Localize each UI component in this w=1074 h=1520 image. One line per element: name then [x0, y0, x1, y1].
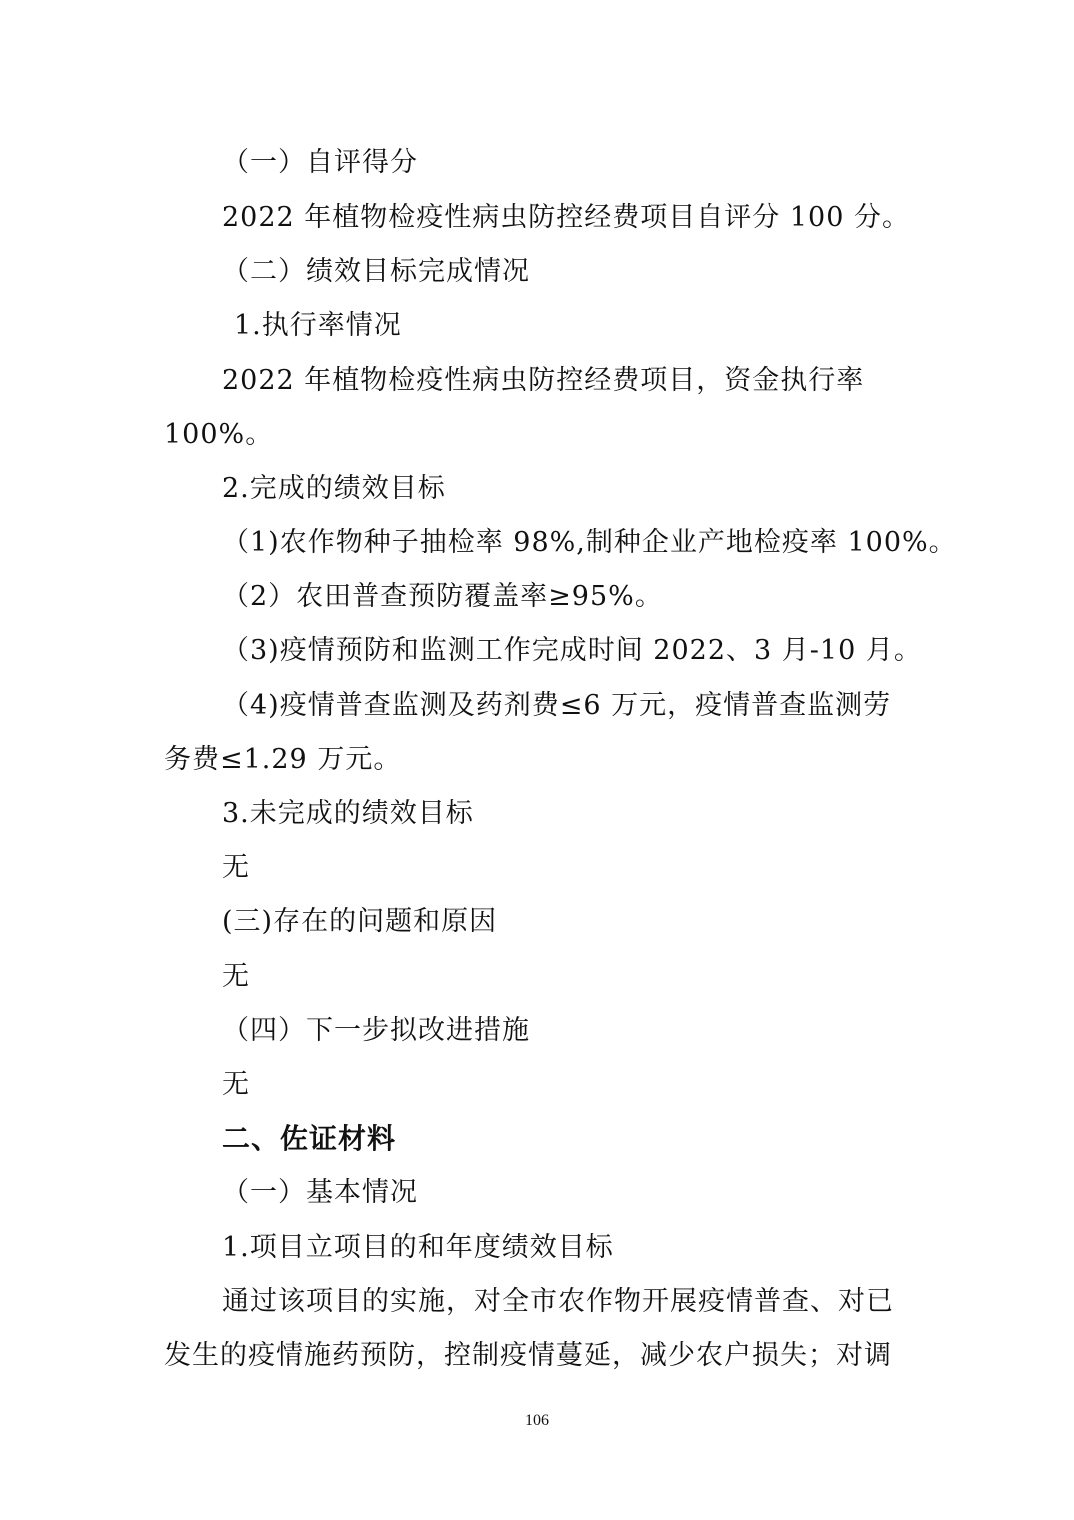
subheading-uncompleted-goals: 3.未完成的绩效目标 [222, 798, 474, 829]
subheading-problems: (三)存在的问题和原因 [222, 906, 498, 937]
subheading-performance-goals: （二）绩效目标完成情况 [222, 256, 530, 287]
subheading-project-purpose: 1.项目立项目的和年度绩效目标 [222, 1232, 614, 1263]
list-item-4-cont: 务费≤1.29 万元。 [164, 744, 402, 775]
page-number: 106 [525, 1412, 549, 1429]
paragraph-project-purpose: 通过该项目的实施，对全市农作物开展疫情普查、对已 [222, 1286, 894, 1317]
subheading-basic-info: （一）基本情况 [222, 1177, 418, 1208]
list-item-1: （1)农作物种子抽检率 98%,制种企业产地检疫率 100%。 [222, 527, 957, 558]
section-heading-evidence: 二、佐证材料 [222, 1122, 397, 1155]
paragraph-none-3: 无 [222, 1069, 250, 1100]
subheading-execution-rate: 1.执行率情况 [234, 310, 402, 341]
subheading-self-evaluation-score: （一）自评得分 [222, 147, 418, 178]
paragraph-execution-rate: 2022 年植物检疫性病虫防控经费项目，资金执行率 [222, 365, 865, 396]
paragraph-none-1: 无 [222, 852, 250, 883]
list-item-4: （4)疫情普查监测及药剂费≤6 万元，疫情普查监测劳 [222, 690, 892, 721]
paragraph-project-purpose-cont: 发生的疫情施药预防，控制疫情蔓延，减少农户损失；对调 [164, 1340, 892, 1371]
paragraph-score: 2022 年植物检疫性病虫防控经费项目自评分 100 分。 [222, 202, 910, 233]
list-item-3: （3)疫情预防和监测工作完成时间 2022、3 月-10 月。 [222, 635, 922, 666]
subheading-completed-goals: 2.完成的绩效目标 [222, 473, 446, 504]
subheading-improvements: （四）下一步拟改进措施 [222, 1015, 530, 1046]
list-item-2: （2）农田普查预防覆盖率≥95%。 [222, 581, 663, 612]
paragraph-execution-rate-cont: 100%。 [164, 419, 274, 450]
paragraph-none-2: 无 [222, 961, 250, 992]
